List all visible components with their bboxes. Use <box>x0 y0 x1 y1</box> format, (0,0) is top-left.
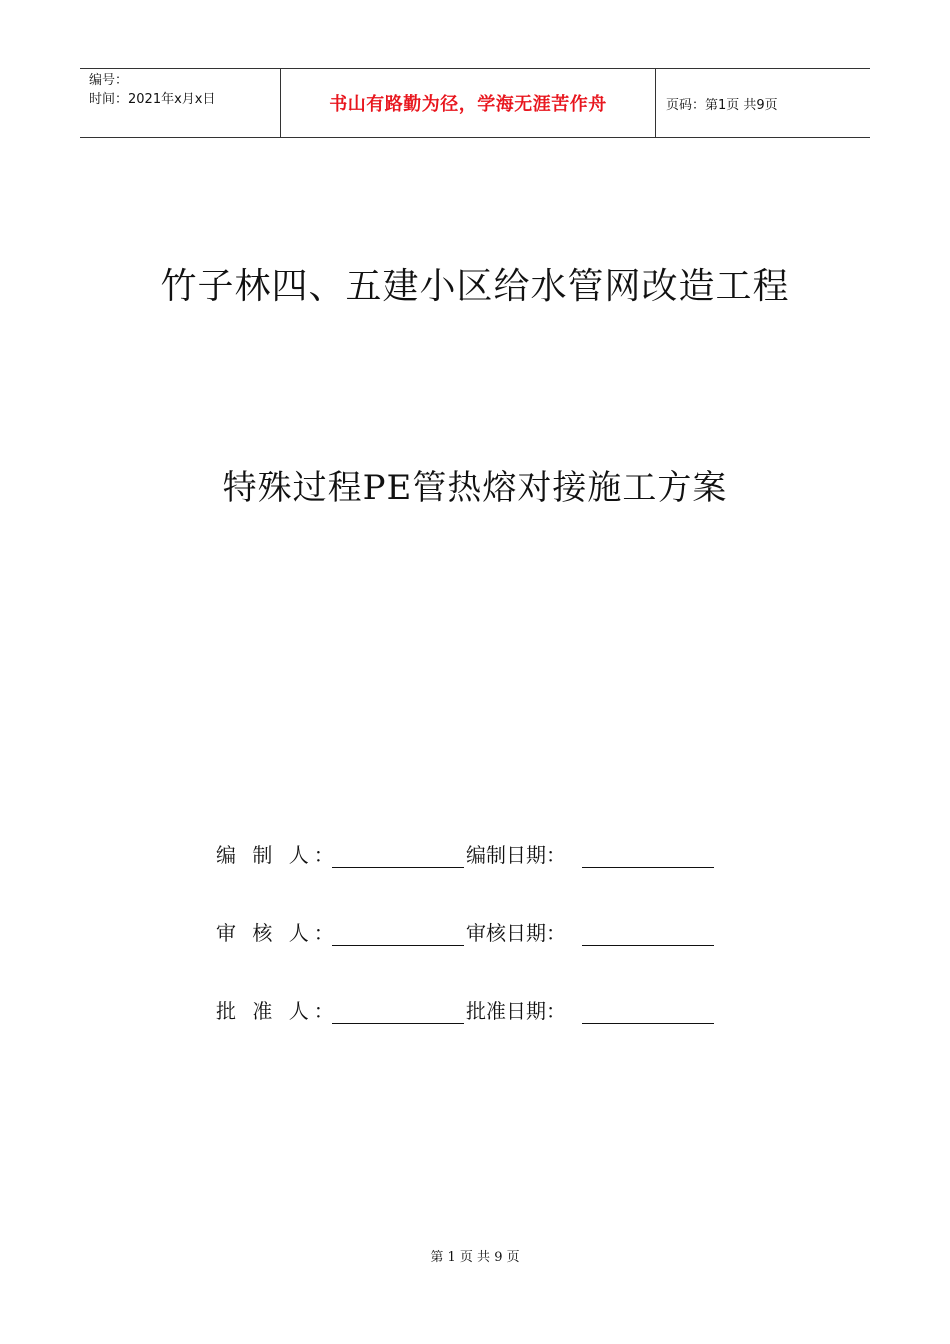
signature-row-reviewer <box>216 916 716 946</box>
approver-label: 批 准 人： <box>216 999 339 1023</box>
compiler-blank[interactable] <box>332 843 464 868</box>
page-footer: 第 1 页 共 9 页 <box>430 1250 520 1265</box>
project-title: 竹子林四、五建小区给水管网改造工程 <box>160 266 790 307</box>
approve-date-label: 批准日期： <box>466 999 566 1023</box>
signature-row-compiler <box>216 838 716 868</box>
reviewer-blank[interactable] <box>332 921 464 946</box>
approver-blank[interactable] <box>332 999 464 1024</box>
header-page-info: 页码：第1页 共9页 <box>666 97 778 113</box>
review-date-blank[interactable] <box>582 921 714 946</box>
compile-date-label: 编制日期： <box>466 843 566 867</box>
plan-title: 特殊过程PE管热熔对接施工方案 <box>222 468 728 508</box>
compiler-label: 编 制 人： <box>216 843 339 867</box>
compile-date-blank[interactable] <box>582 843 714 868</box>
review-date-label: 审核日期： <box>466 921 566 945</box>
signature-row-approver <box>216 994 716 1024</box>
document-header <box>80 68 870 138</box>
header-meta-cell <box>80 69 280 137</box>
document-date-label: 时间：2021年x月x日 <box>89 92 216 107</box>
reviewer-label: 审 核 人： <box>216 921 339 945</box>
document-number-label: 编号： <box>89 73 129 88</box>
approve-date-blank[interactable] <box>582 999 714 1024</box>
header-slogan: 书山有路勤为径，学海无涯苦作舟 <box>280 69 656 137</box>
